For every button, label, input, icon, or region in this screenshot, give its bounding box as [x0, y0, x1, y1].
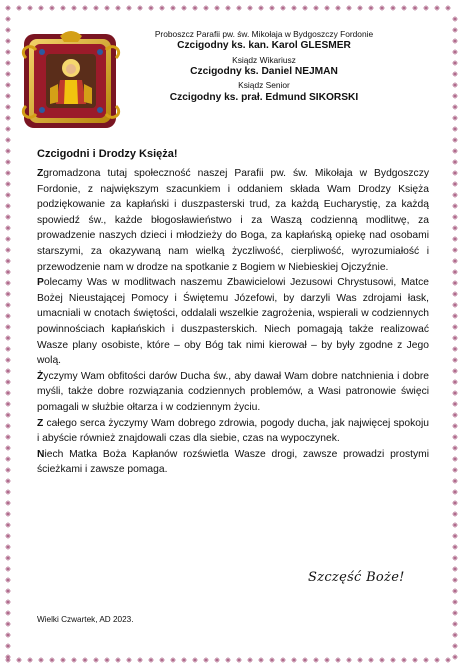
border-motif: [5, 82, 10, 87]
pastor-title: Proboszcz Parafii pw. św. Mikołaja w Bydgoszczy Fordonie: [154, 29, 374, 39]
border-motif: [5, 104, 10, 109]
border-motif: [452, 324, 457, 329]
border-motif: [423, 5, 428, 10]
paragraph-initial: N: [37, 448, 45, 460]
paragraph-initial: Ż: [37, 370, 44, 382]
border-motif: [49, 5, 54, 10]
border-motif: [225, 5, 230, 10]
border-motif: [16, 5, 21, 10]
border-motif: [452, 401, 457, 406]
border-motif: [181, 657, 186, 662]
border-motif: [357, 5, 362, 10]
border-motif: [452, 148, 457, 153]
border-motif: [214, 657, 219, 662]
border-motif: [452, 456, 457, 461]
border-motif: [5, 610, 10, 615]
border-motif: [5, 335, 10, 340]
border-motif: [5, 390, 10, 395]
border-motif: [5, 203, 10, 208]
border-motif: [434, 657, 439, 662]
border-motif: [357, 657, 362, 662]
border-motif: [452, 522, 457, 527]
border-motif: [452, 577, 457, 582]
border-motif: [452, 621, 457, 626]
border-motif: [269, 5, 274, 10]
border-motif: [5, 566, 10, 571]
border-motif: [5, 522, 10, 527]
border-motif: [5, 214, 10, 219]
border-motif: [5, 247, 10, 252]
border-motif: [452, 610, 457, 615]
border-motif: [452, 533, 457, 538]
border-motif: [203, 657, 208, 662]
border-motif: [5, 599, 10, 604]
border-motif: [452, 489, 457, 494]
border-motif: [5, 555, 10, 560]
border-motif: [452, 225, 457, 230]
border-motif: [452, 566, 457, 571]
border-motif: [335, 5, 340, 10]
border-motif: [5, 379, 10, 384]
date-footer: Wielki Czwartek, AD 2023.: [37, 615, 134, 624]
border-motif: [434, 5, 439, 10]
border-motif: [5, 148, 10, 153]
border-motif: [302, 5, 307, 10]
border-motif: [5, 159, 10, 164]
border-motif: [247, 5, 252, 10]
border-motif: [452, 357, 457, 362]
border-motif: [5, 181, 10, 186]
border-motif: [93, 657, 98, 662]
border-motif: [452, 247, 457, 252]
border-motif: [452, 104, 457, 109]
border-motif: [5, 236, 10, 241]
border-motif: [5, 225, 10, 230]
border-motif: [5, 27, 10, 32]
border-motif: [5, 500, 10, 505]
border-motif: [452, 159, 457, 164]
border-motif: [38, 657, 43, 662]
border-motif: [5, 368, 10, 373]
border-motif: [258, 5, 263, 10]
border-motif: [452, 82, 457, 87]
border-motif: [159, 5, 164, 10]
border-motif: [5, 434, 10, 439]
border-motif: [452, 181, 457, 186]
border-motif: [5, 258, 10, 263]
paragraph-initial: Z: [37, 417, 44, 429]
border-motif: [5, 126, 10, 131]
paragraph: [37, 447, 429, 478]
vicar-title: Ksiądz Wikariusz: [232, 54, 296, 65]
paragraph: [37, 369, 429, 416]
signoff-signature: Szczęść Boże!: [308, 570, 405, 585]
paragraph-text: całego serca życzymy Wam dobrego zdrowia, pogody ducha, jak najwięcej spokoju i abyście również znajdowali czas dla siebie, czas na wypoczynek.: [37, 417, 429, 445]
border-motif: [5, 137, 10, 142]
border-motif: [192, 657, 197, 662]
border-motif: [170, 5, 175, 10]
border-motif: [71, 5, 76, 10]
border-motif: [5, 346, 10, 351]
border-motif: [423, 657, 428, 662]
border-motif: [126, 5, 131, 10]
border-motif: [445, 657, 450, 662]
border-motif: [452, 16, 457, 21]
border-motif: [401, 657, 406, 662]
border-motif: [5, 412, 10, 417]
border-motif: [247, 657, 252, 662]
border-motif: [313, 657, 318, 662]
border-motif: [5, 467, 10, 472]
border-motif: [159, 657, 164, 662]
border-motif: [38, 5, 43, 10]
border-motif: [452, 654, 457, 659]
border-motif: [5, 657, 10, 662]
border-motif: [82, 5, 87, 10]
border-motif: [452, 115, 457, 120]
border-motif: [5, 280, 10, 285]
border-motif: [412, 657, 417, 662]
border-motif: [302, 657, 307, 662]
border-motif: [452, 137, 457, 142]
border-motif: [203, 5, 208, 10]
border-motif: [126, 657, 131, 662]
paragraph-initial: P: [37, 277, 44, 289]
vicar-name: Czcigodny ks. Daniel NEJMAN: [190, 66, 338, 78]
border-motif: [104, 657, 109, 662]
border-motif: [5, 115, 10, 120]
border-motif: [27, 657, 32, 662]
border-motif: [5, 291, 10, 296]
border-motif: [137, 657, 142, 662]
border-motif: [346, 657, 351, 662]
border-motif: [346, 5, 351, 10]
border-motif: [5, 643, 10, 648]
paragraph-initial: Z: [37, 168, 44, 179]
salutation: Czcigodni i Drodzy Księża!: [37, 148, 178, 160]
border-motif: [5, 401, 10, 406]
border-motif: [313, 5, 318, 10]
border-motif: [5, 313, 10, 318]
border-motif: [5, 632, 10, 637]
border-motif: [5, 38, 10, 43]
border-motif: [5, 49, 10, 54]
senior-title: Ksiądz Senior: [238, 80, 290, 91]
border-motif: [452, 335, 457, 340]
border-motif: [452, 71, 457, 76]
border-motif: [452, 49, 457, 54]
border-motif: [5, 533, 10, 538]
border-motif: [225, 657, 230, 662]
border-motif: [452, 258, 457, 263]
parish-emblem-image: [20, 28, 122, 134]
paragraph-text: gromadzona tutaj społeczność naszej Parafii pw. św. Mikołaja w Bydgoszczy Fordonie, z największym szacunkiem i oddaniem składa Wam Drodzy Księża podziękowanie za kapłański i duszpasterski trud, za każdą Eucharystię, za każdą spowiedź św., każde błogosławieństwo i za Waszą codzienną modlitwę, za prowadzenie naszych dzieci i młodzieży do Boga, za kapłańską opiekę nad osobami starszymi, za okazywaną nam wielką życzliwość, cierpliwość, wyrozumiałość i przewodzenie nam w drodze na spotkanie z Bogiem w Niebieskiej Ojczyźnie.: [37, 168, 429, 273]
border-motif: [5, 170, 10, 175]
border-motif: [452, 203, 457, 208]
border-motif: [269, 657, 274, 662]
border-motif: [93, 5, 98, 10]
border-motif: [236, 5, 241, 10]
border-motif: [104, 5, 109, 10]
border-motif: [49, 657, 54, 662]
border-motif: [452, 280, 457, 285]
border-motif: [452, 467, 457, 472]
border-motif: [5, 192, 10, 197]
border-motif: [324, 5, 329, 10]
border-motif: [452, 60, 457, 65]
border-motif: [452, 27, 457, 32]
border-motif: [445, 5, 450, 10]
border-motif: [5, 654, 10, 659]
border-motif: [170, 657, 175, 662]
border-motif: [280, 5, 285, 10]
paragraph: [37, 416, 429, 447]
border-motif: [324, 657, 329, 662]
border-motif: [148, 657, 153, 662]
border-motif: [452, 38, 457, 43]
border-motif: [390, 5, 395, 10]
border-motif: [452, 291, 457, 296]
border-motif: [5, 511, 10, 516]
border-motif: [5, 423, 10, 428]
border-motif: [5, 71, 10, 76]
border-motif: [137, 5, 142, 10]
border-motif: [452, 313, 457, 318]
border-motif: [5, 445, 10, 450]
border-motif: [5, 302, 10, 307]
border-motif: [280, 657, 285, 662]
border-motif: [214, 5, 219, 10]
paragraph-text: olecamy Was w modlitwach naszemu Zbawicielowi Jezusowi Chrystusowi, Matce Bożej Nieustającej Pomocy i Świętemu Józefowi, by darzyli Was zdrojami łask, umacniali w cnotach świętości, oddalali wszelkie zagrożenia, wspierali w codziennych powinnościach kapłańskich i duszpasterskich. Niech pomagają także realizować Wasze plany osobiste, które – oby Bóg tak nimi kierował – by były zgodne z Jego wolą.: [37, 277, 429, 367]
border-motif: [71, 657, 76, 662]
border-motif: [452, 368, 457, 373]
border-motif: [452, 632, 457, 637]
border-motif: [115, 5, 120, 10]
border-motif: [5, 93, 10, 98]
paragraph-text: yczymy Wam obfitości darów Ducha św., aby dawał Wam dobre natchnienia i dobre myśli, także dobre rozwiązania codziennych problemów, a Wasi patronowie święci pomagali w służbie ołtarza i w codziennym życiu.: [37, 370, 429, 413]
border-motif: [401, 5, 406, 10]
border-motif: [27, 5, 32, 10]
letter-body: [37, 166, 429, 478]
border-motif: [412, 5, 417, 10]
border-motif: [5, 621, 10, 626]
border-motif: [452, 511, 457, 516]
border-motif: [5, 60, 10, 65]
paragraph: [37, 275, 429, 369]
border-motif: [452, 236, 457, 241]
border-motif: [452, 445, 457, 450]
border-motif: [335, 657, 340, 662]
border-motif: [5, 456, 10, 461]
border-motif: [148, 5, 153, 10]
border-motif: [368, 5, 373, 10]
border-motif: [452, 269, 457, 274]
border-motif: [291, 657, 296, 662]
border-motif: [236, 657, 241, 662]
border-motif: [181, 5, 186, 10]
border-motif: [5, 324, 10, 329]
border-motif: [82, 657, 87, 662]
border-motif: [5, 489, 10, 494]
border-motif: [16, 657, 21, 662]
border-motif: [452, 390, 457, 395]
border-motif: [368, 657, 373, 662]
border-motif: [452, 555, 457, 560]
border-motif: [452, 379, 457, 384]
border-motif: [452, 423, 457, 428]
border-motif: [5, 544, 10, 549]
border-motif: [452, 599, 457, 604]
border-motif: [5, 588, 10, 593]
border-motif: [452, 170, 457, 175]
border-motif: [115, 657, 120, 662]
border-motif: [452, 500, 457, 505]
border-motif: [192, 5, 197, 10]
border-motif: [452, 544, 457, 549]
border-motif: [291, 5, 296, 10]
border-motif: [5, 357, 10, 362]
border-motif: [390, 657, 395, 662]
paragraph-text: iech Matka Boża Kapłanów rozświetla Wasze drogi, zawsze prowadzi prostymi ścieżkami i zawsze pomaga.: [37, 448, 429, 476]
border-motif: [452, 192, 457, 197]
border-motif: [452, 588, 457, 593]
border-motif: [379, 657, 384, 662]
border-motif: [452, 302, 457, 307]
border-motif: [452, 412, 457, 417]
border-motif: [5, 5, 10, 10]
border-motif: [5, 478, 10, 483]
border-motif: [452, 643, 457, 648]
paragraph: [37, 166, 429, 275]
border-motif: [5, 16, 10, 21]
border-motif: [5, 577, 10, 582]
border-motif: [452, 214, 457, 219]
pastor-name: Czcigodny ks. kan. Karol GLESMER: [177, 40, 351, 52]
senior-name: Czcigodny ks. prał. Edmund SIKORSKI: [169, 91, 359, 103]
border-motif: [452, 478, 457, 483]
letter-header: [118, 30, 410, 107]
border-motif: [452, 93, 457, 98]
border-motif: [60, 5, 65, 10]
border-motif: [379, 5, 384, 10]
border-motif: [452, 346, 457, 351]
border-motif: [452, 126, 457, 131]
border-motif: [452, 434, 457, 439]
border-motif: [5, 269, 10, 274]
border-motif: [258, 657, 263, 662]
border-motif: [60, 657, 65, 662]
